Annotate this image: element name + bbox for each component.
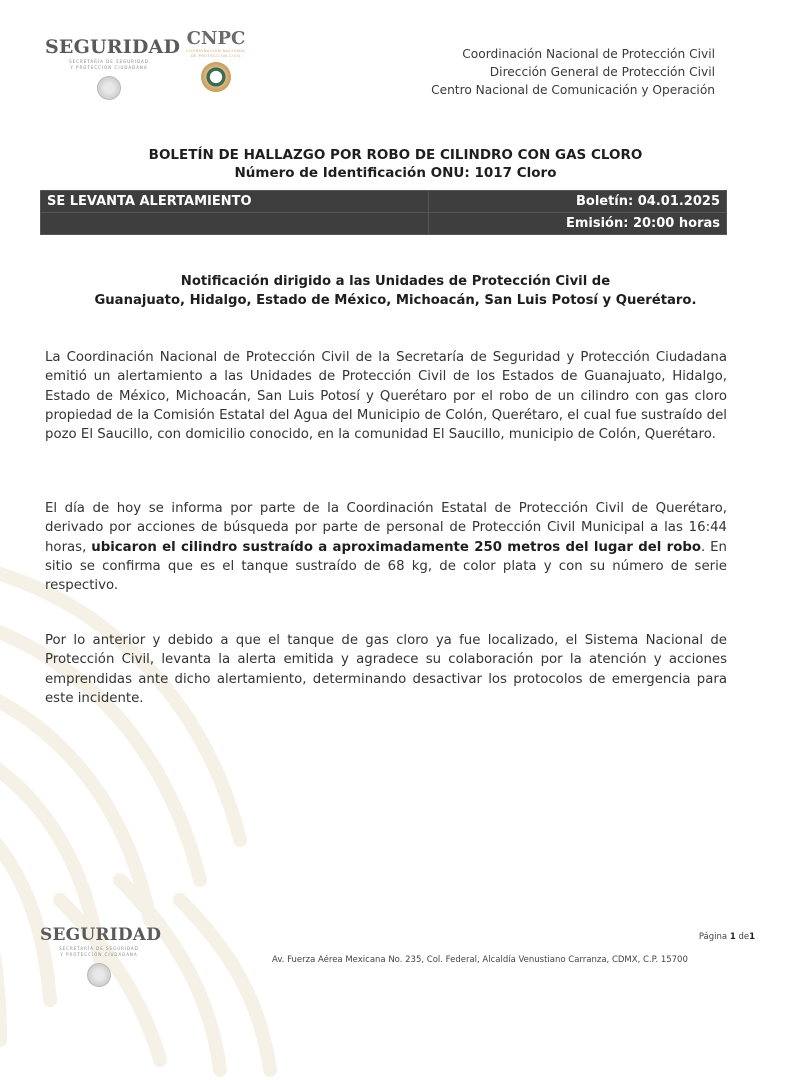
document-title: [0, 146, 791, 182]
footer-national-seal-icon: [87, 963, 111, 987]
paragraph-2-intro: El día de hoy se informa por parte de la Coordinación Estatal de Protección Civil de Querétaro, derivado por acciones de búsqueda por parte de personal de Protección Civil Municipal a las 16:44 horas,: [45, 501, 727, 555]
page-label: Página: [698, 932, 728, 942]
body-paragraph-1: La Coordinación Nacional de Protección Civil de la Secretaría de Seguridad y Protección Ciudadana emitió un alertamiento a las Unidades de Protección Civil de los Estados de Guanajuato, Hidalgo, Estado de México, Michoacán, San Luis Potosí y Querétaro por el robo de un cilindro con gas cloro propiedad de la Comisión Estatal del Agua del Municipio de Colón, Querétaro, el cual fue sustraído del pozo El Saucillo, con domicilio conocido, en la comunidad El Saucillo, municipio de Colón, Querétaro.: [45, 350, 727, 443]
emission-time: Emisión: 20:00 horas: [429, 213, 727, 235]
footer-address: Av. Fuerza Aérea Mexicana No. 235, Col. Federal, Alcaldía Venustiano Carranza, CDMX, C.P. 15700: [272, 955, 688, 965]
paragraph-2-outro: . En sitio se confirma que es el tanque sustraído de 68 kg, de color plata y con su número de serie respectivo.: [45, 539, 727, 594]
status-empty-cell: [41, 213, 429, 235]
page-total: 1: [749, 932, 755, 942]
paragraph-2-highlight: ubicaron el cilindro sustraído a aproximadamente 250 metros del lugar del robo: [91, 539, 702, 555]
footer-seguridad-wordmark: SEGURIDAD: [40, 925, 162, 945]
body-paragraph-2: [45, 499, 727, 595]
notification-heading: [0, 272, 791, 310]
eagle-watermark-icon: [0, 520, 400, 1080]
footer-seguridad-subtitle-2: Y PROTECCIÓN CIUDADANA: [60, 952, 138, 957]
title-line-2: Número de Identificación ONU: 1017 Cloro: [234, 165, 557, 181]
cnpc-wordmark: CNPC: [186, 28, 246, 49]
notification-line-2: Guanajuato, Hidalgo, Estado de México, Michoacán, San Luis Potosí y Querétaro.: [94, 293, 697, 308]
cnpc-logo: [183, 28, 249, 92]
agency-header: [431, 45, 715, 99]
footer-seguridad-subtitle-1: SECRETARÍA DE SEGURIDAD: [59, 946, 139, 951]
agency-line-1: Coordinación Nacional de Protección Civil: [462, 47, 715, 61]
seguridad-logo: [45, 36, 181, 100]
civil-protection-emblem-icon: [201, 62, 231, 92]
national-seal-icon: [97, 76, 121, 100]
footer-seguridad-logo: [40, 925, 162, 987]
seguridad-subtitle-2: Y PROTECCIÓN CIUDADANA: [70, 65, 148, 70]
cnpc-subtitle-1: COORDINACIÓN NACIONAL: [186, 49, 246, 53]
page-number: [699, 932, 755, 942]
bulletin-date: Boletín: 04.01.2025: [429, 191, 727, 213]
seguridad-subtitle-1: SECRETARÍA DE SEGURIDAD: [69, 59, 149, 64]
notification-line-1: Notificación dirigido a las Unidades de Protección Civil de: [180, 274, 611, 289]
cnpc-subtitle-2: DE PROTECCIÓN CIVIL: [190, 53, 242, 58]
title-line-1: BOLETÍN DE HALLAZGO POR ROBO DE CILINDRO CON GAS CLORO: [148, 147, 643, 163]
agency-line-3: Centro Nacional de Comunicación y Operación: [431, 83, 715, 97]
seguridad-wordmark: SEGURIDAD: [45, 36, 181, 58]
header-logos: [45, 28, 265, 108]
status-bar: [40, 190, 727, 235]
alert-status: SE LEVANTA ALERTAMIENTO: [41, 191, 429, 213]
agency-line-2: Dirección General de Protección Civil: [489, 65, 715, 79]
body-paragraph-3: Por lo anterior y debido a que el tanque de gas cloro ya fue localizado, el Sistema Nacional de Protección Civil, levanta la alerta emitida y agradece su colaboración por la atención y acciones emprendidas ante dicho alertamiento, determinando desactivar los protocolos de emergencia para este incidente.: [45, 633, 727, 706]
page-of: de: [738, 932, 750, 942]
page-current: 1: [729, 932, 736, 942]
